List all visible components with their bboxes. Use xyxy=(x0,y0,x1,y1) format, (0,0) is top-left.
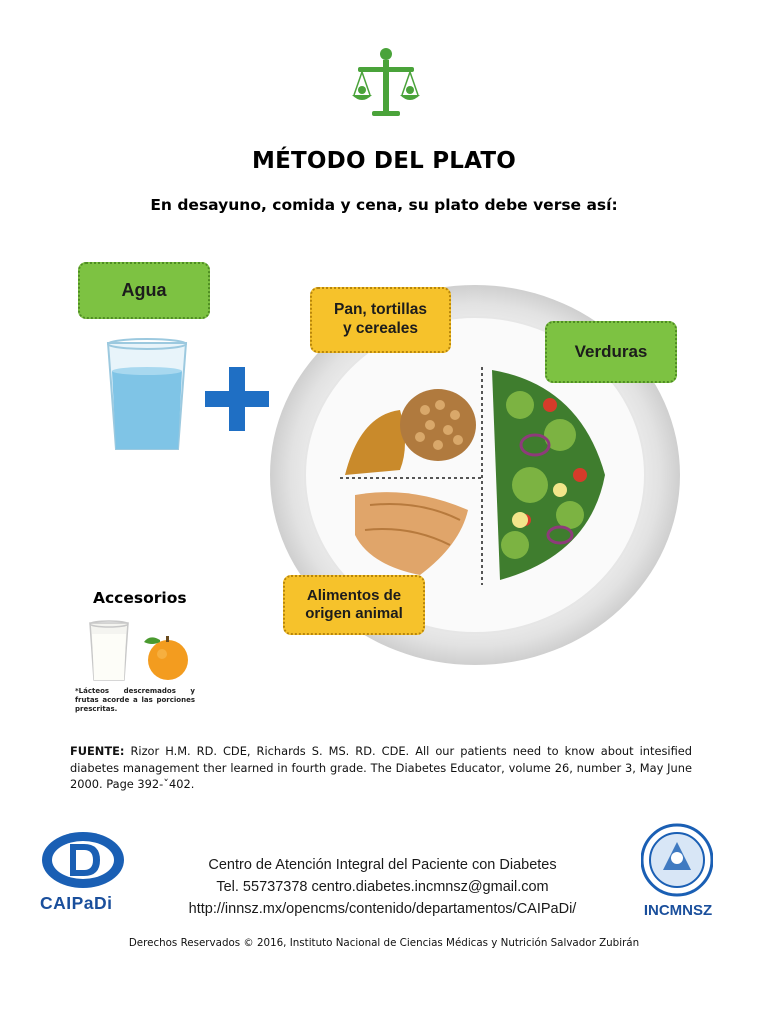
incmnsz-logo-text: INCMNSZ xyxy=(643,902,713,919)
incmnsz-seal-icon xyxy=(641,822,713,898)
accesorios-note: *Lácteos descremados y frutas acorde a las porciones prescritas. xyxy=(75,687,195,714)
pan-tortillas-cereales-label xyxy=(310,287,451,353)
caipadi-logo-text: CAIPaDi xyxy=(40,893,113,913)
animal-label-line2: origen animal xyxy=(305,605,403,622)
source-label: FUENTE: xyxy=(70,744,125,758)
accesorios-heading: Accesorios xyxy=(93,589,187,607)
plus-icon xyxy=(205,367,269,431)
page-subtitle: En desayuno, comida y cena, su plato debe verse así: xyxy=(150,196,618,214)
caipadi-logo-icon xyxy=(40,830,126,890)
contact-phone-email: Tel. 55737378 centro.diabetes.incmnsz@gmail.com xyxy=(216,879,549,895)
center-name: Centro de Atención Integral del Paciente con Diabetes xyxy=(208,857,557,873)
copyright-notice: Derechos Reservados © 2016, Instituto Nacional de Ciencias Médicas y Nutrición Salvador Zubirán xyxy=(128,937,640,949)
pan-label-line2: y cereales xyxy=(343,320,418,337)
animal-label-line1: Alimentos de xyxy=(306,587,402,604)
origen-animal-label xyxy=(283,575,425,635)
scale-icon xyxy=(350,45,422,120)
orange-fruit-icon xyxy=(138,632,194,682)
source-citation xyxy=(70,743,692,793)
agua-label: Agua xyxy=(78,262,210,319)
pan-label-line1: Pan, tortillas xyxy=(333,301,428,319)
milk-glass-icon xyxy=(88,620,130,682)
contact-url: http://innsz.mx/opencms/contenido/departamentos/CAIPaDi/ xyxy=(188,901,577,917)
water-glass-icon xyxy=(104,337,190,455)
page-title: MÉTODO DEL PLATO xyxy=(252,148,516,174)
verduras-label: Verduras xyxy=(545,321,677,383)
source-text: Rizor H.M. RD. CDE, Richards S. MS. RD. CDE. All our patients need to know about intesified diabetes management ther learned in fourth grade. The Diabetes Educator, volume 26, number 3, May June 2000. Page 392-ˇ402. xyxy=(70,744,692,792)
